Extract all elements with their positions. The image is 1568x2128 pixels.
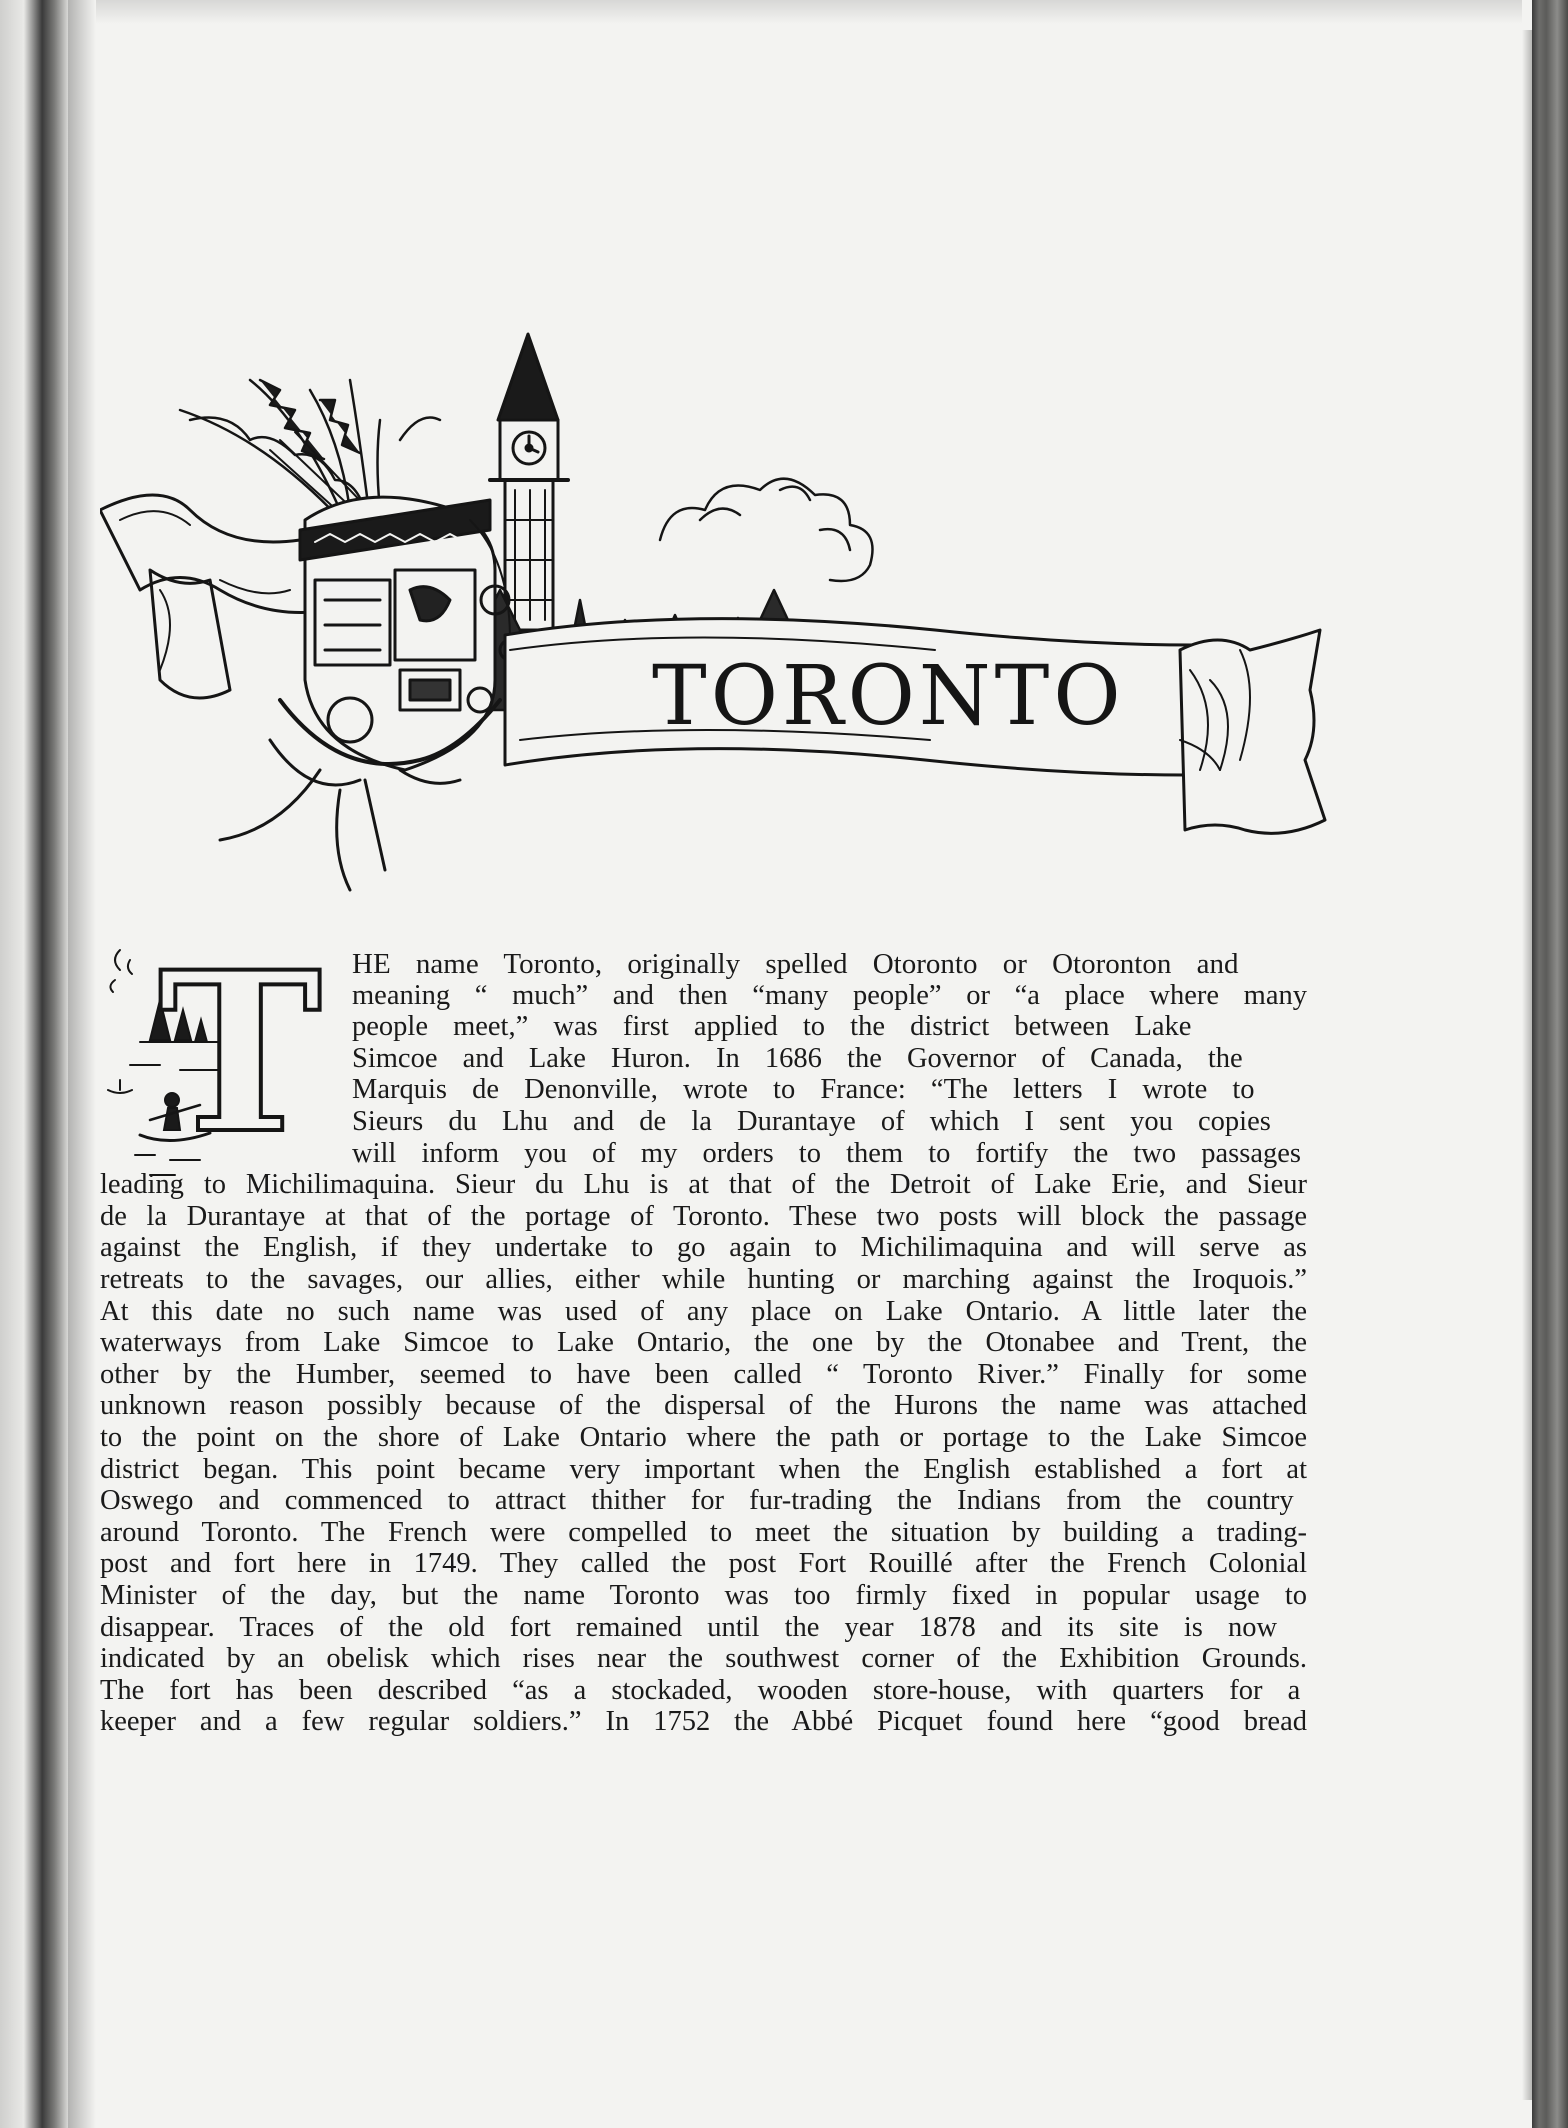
ribbon-left-illustration — [100, 495, 330, 698]
body-text-line: Minister of the day, but the name Toronto was too firmly fixed in popular usage to — [100, 1580, 1307, 1611]
body-text-line: Simcoe and Lake Huron. In 1686 the Governor of Canada, the — [352, 1042, 1243, 1074]
body-text-line: around Toronto. The French were compelled to meet the situation by building a trading- — [100, 1516, 1307, 1548]
page-edge-shadow — [1522, 30, 1532, 2100]
body-text-line: retreats to the savages, our allies, either while hunting or marching against the Iroquois.” — [100, 1264, 1307, 1295]
body-text-line: will inform you of my orders to them to fortify the two passages — [352, 1137, 1301, 1169]
body-text-line: The fort has been described “as a stockaded, wooden store-house, with quarters for a — [100, 1674, 1301, 1706]
toronto-header-illustration — [100, 320, 1330, 900]
body-text-line: district began. This point became very important when the English established a fort at — [100, 1453, 1307, 1485]
ribbon-right-illustration — [1180, 630, 1325, 833]
body-text-line: people meet,” was first applied to the district between Lake — [352, 1011, 1192, 1043]
body-text-line: Sieurs du Lhu and de la Durantaye of which I sent you copies — [352, 1106, 1271, 1137]
body-text-line: de la Durantaye at that of the portage of Toronto. These two posts will block the passage — [100, 1200, 1307, 1232]
body-text-line: keeper and a few regular soldiers.” In 1752 the Abbé Picquet found here “good bread — [100, 1706, 1307, 1738]
book-page-edges-right — [1532, 0, 1568, 2128]
body-text-line: HE name Toronto, originally spelled Otoronto or Otoronton and — [352, 948, 1239, 980]
body-text-line: post and fort here in 1749. They called the post Fort Rouillé after the French Colonial — [100, 1548, 1307, 1580]
page-title: TORONTO — [652, 649, 1125, 744]
body-text-line: Oswego and commenced to attract thither for fur-trading the Indians from the country — [100, 1485, 1294, 1517]
body-text-line: meaning “ much” and then “many people” or “a place where many — [352, 979, 1307, 1011]
clouds-illustration — [660, 479, 873, 581]
body-text-line: unknown reason possibly because of the dispersal of the Hurons the name was attached — [100, 1390, 1307, 1422]
clock-tower-illustration — [490, 334, 568, 630]
dropcap-letter: T — [158, 930, 322, 1182]
body-text-line: to the point on the shore of Lake Ontario where the path or portage to the Lake Simcoe — [100, 1422, 1307, 1453]
body-text-line: Marquis de Denonville, wrote to France: “The letters I wrote to — [352, 1074, 1255, 1106]
body-text-line: leading to Michilimaquina. Sieur du Lhu is at that of the Detroit of Lake Erie, and Sieur — [100, 1169, 1307, 1201]
dropcap-vignette-illustration — [90, 930, 350, 1190]
body-text-line: indicated by an obelisk which rises near the southwest corner of the Exhibition Grounds. — [100, 1643, 1307, 1675]
coat-of-arms-illustration — [220, 497, 520, 890]
body-text-line: other by the Humber, seemed to have been called “ Toronto River.” Finally for some — [100, 1358, 1307, 1390]
body-text-line: against the English, if they undertake to go again to Michilimaquina and will serve as — [100, 1232, 1307, 1264]
top-shade — [96, 0, 1522, 24]
body-text-line: At this date no such name was used of any place on Lake Ontario. A little later the — [100, 1295, 1307, 1327]
body-text-line: waterways from Lake Simcoe to Lake Ontario, the one by the Otonabee and Trent, the — [100, 1327, 1307, 1359]
book-gutter-left — [0, 0, 68, 2128]
body-text-line: disappear. Traces of the old fort remained until the year 1878 and its site is now — [100, 1611, 1278, 1643]
